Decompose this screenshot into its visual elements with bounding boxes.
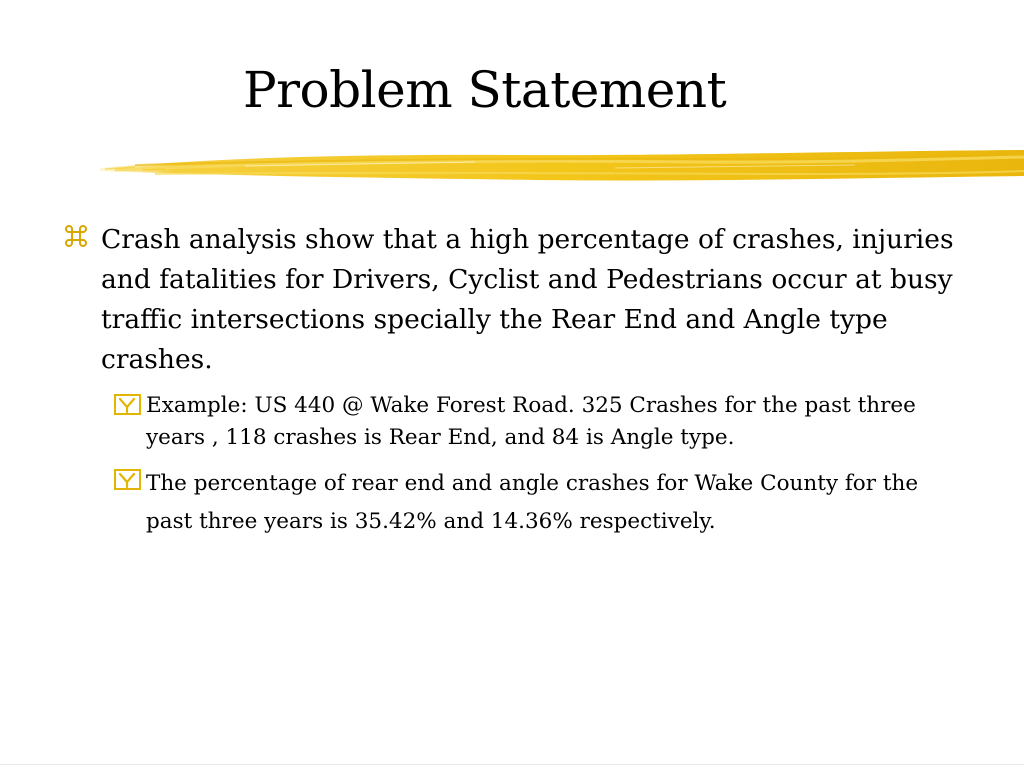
brush-stroke-divider — [95, 140, 1024, 190]
bullet-text: Crash analysis show that a high percentage of crashes, injuries and fatalities for Drivers, Cyclist and Pedestrians occur at busy traffic intersections specially the Rear End and Angle type crashes. — [101, 224, 954, 375]
sub-bullet-text: The percentage of rear end and angle crashes for Wake County for the past three years is 35.42% and 14.36% respectively. — [146, 471, 919, 534]
slide-title: Problem Statement — [243, 61, 727, 119]
checkbox-y-icon — [114, 469, 141, 490]
command-icon — [64, 224, 88, 248]
slide-bottom-divider — [0, 764, 1024, 765]
sub-bullet-text: Example: US 440 @ Wake Forest Road. 325 Crashes for the past three years , 118 crashes is Rear End, and 84 is Angle type. — [146, 393, 916, 450]
checkbox-y-icon — [114, 394, 141, 415]
